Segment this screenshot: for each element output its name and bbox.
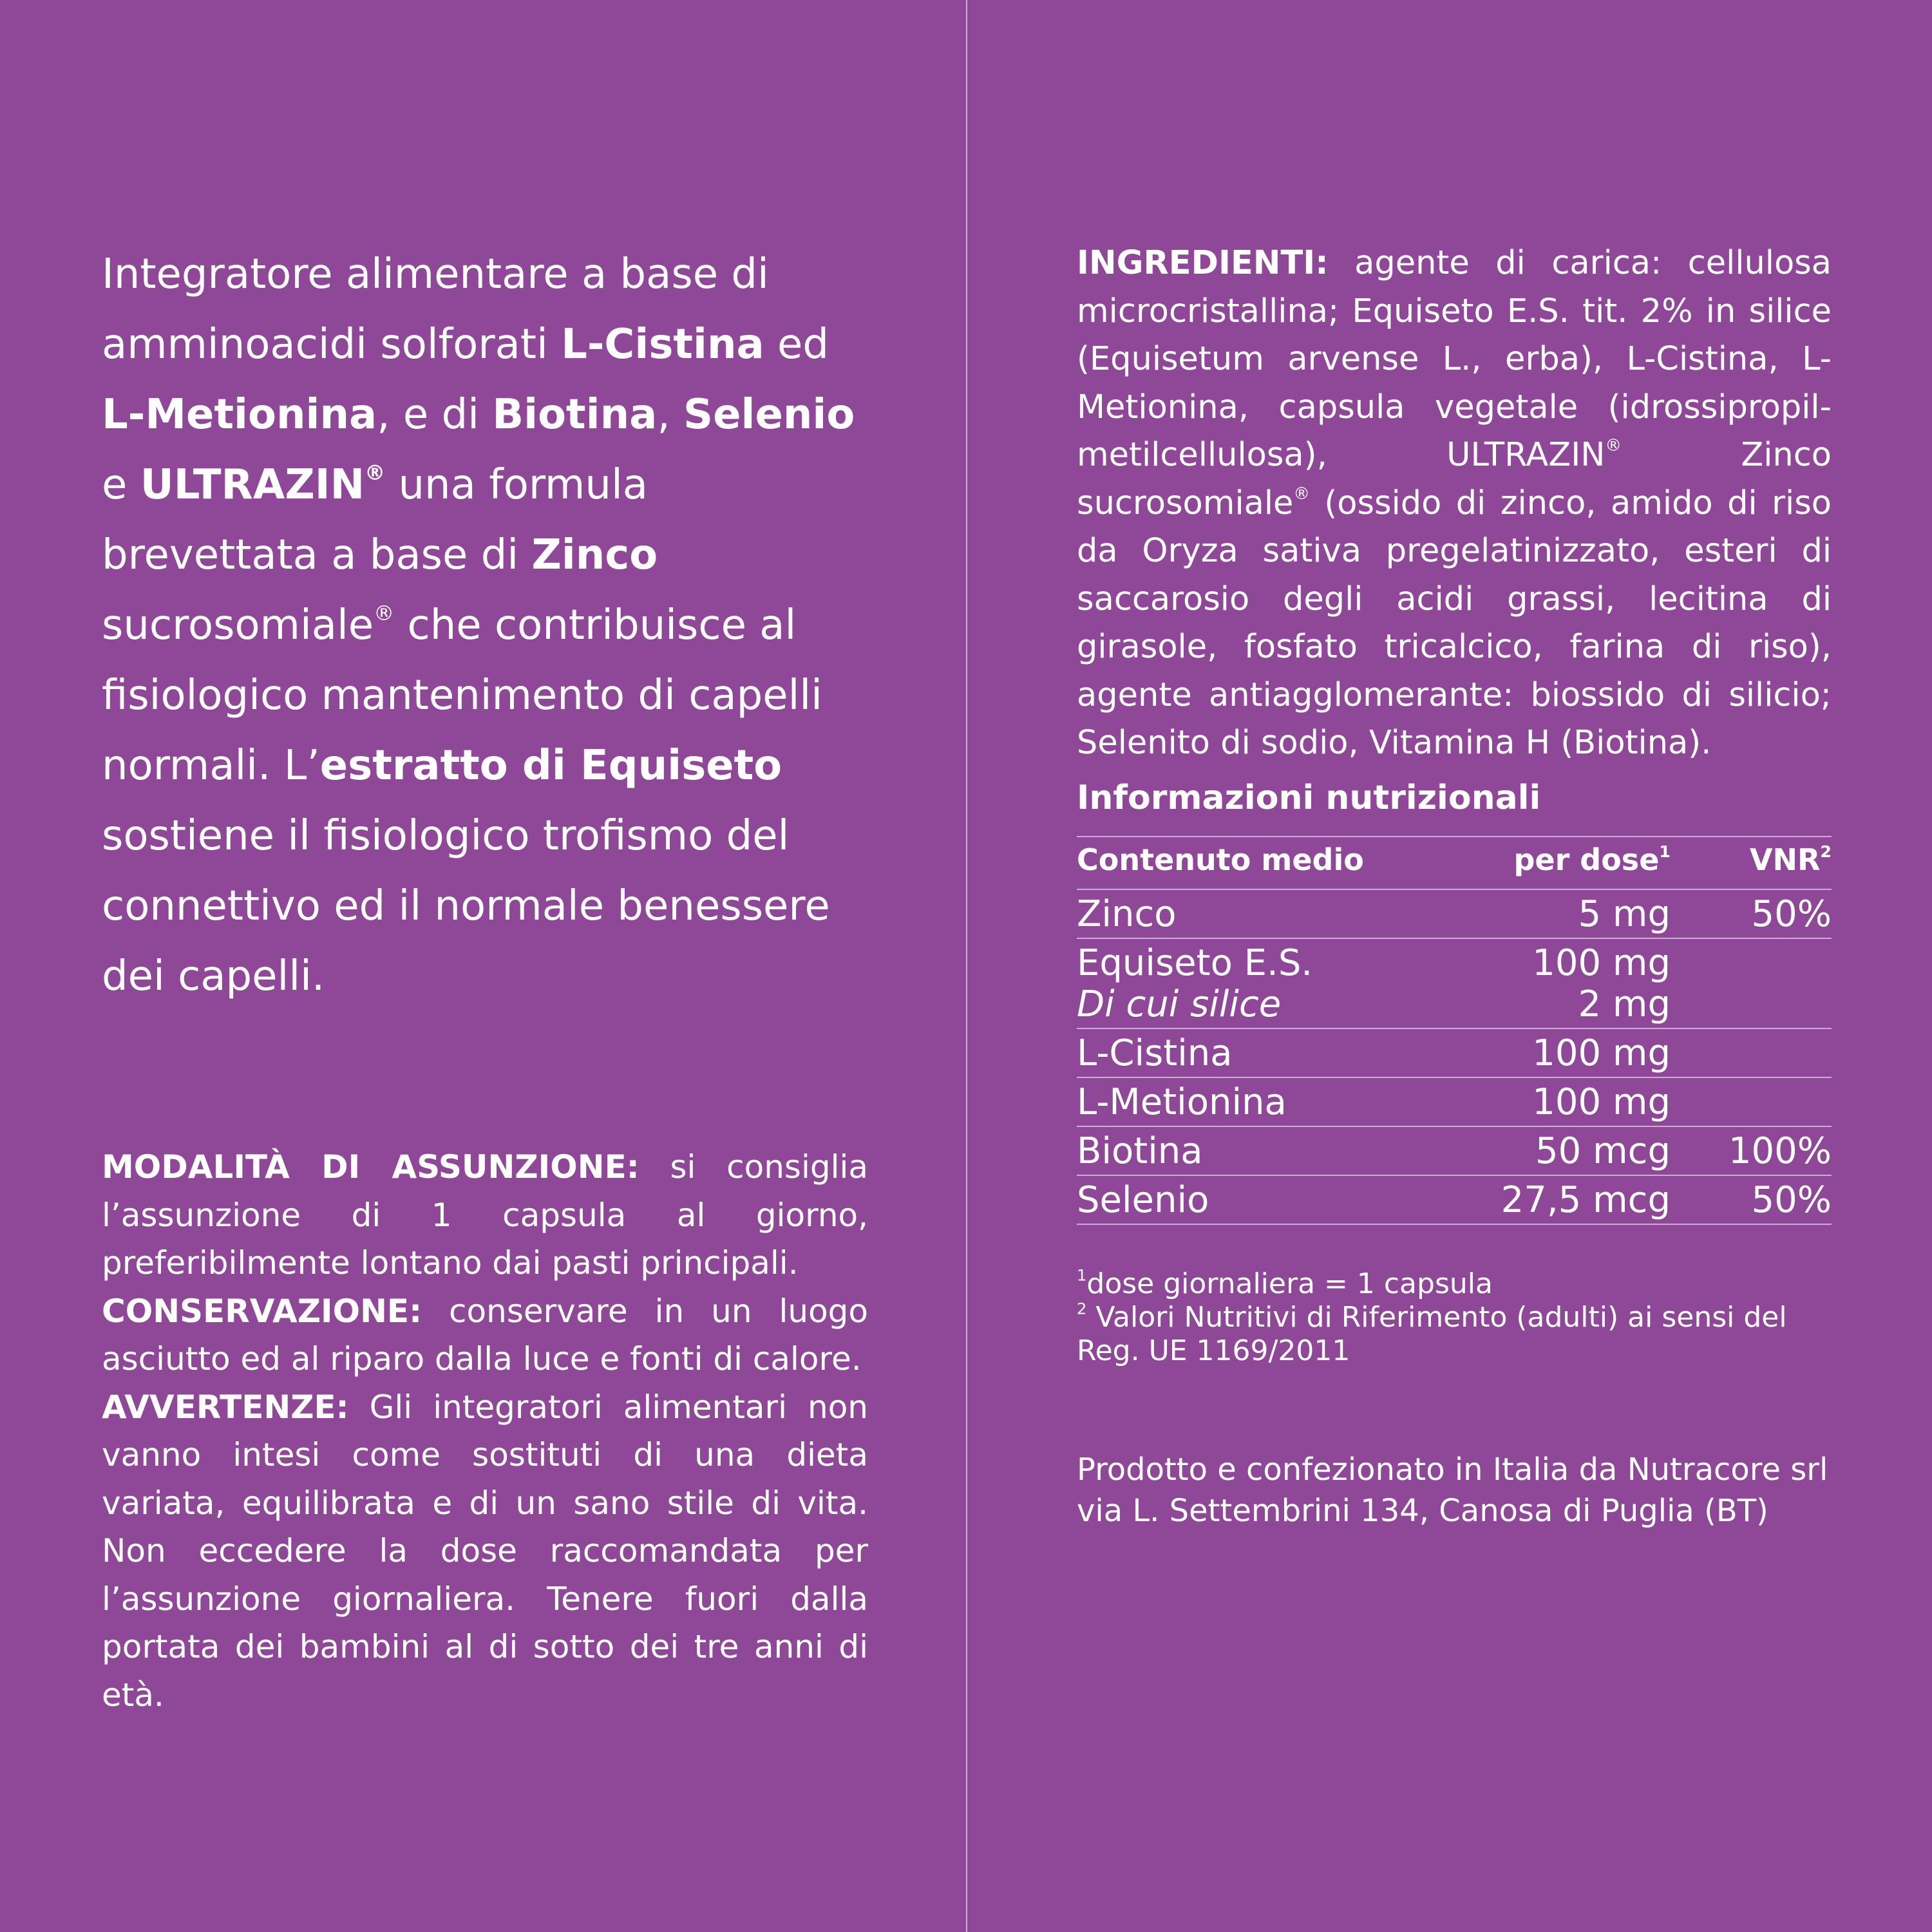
intro-text: ed [764,321,829,368]
nutrition-table [1077,836,1832,1225]
footnote-marker: 2 [1820,842,1832,861]
col-header-dose-label: per dose [1513,842,1660,877]
nutrient-name [1077,938,1477,1028]
nutrient-dose [1477,938,1671,1028]
ingredients [1077,240,1832,768]
producer-info [1077,1449,1832,1531]
table-row [1077,889,1832,938]
footnote-2 [1077,1301,1832,1368]
nutrient-name: L-Metionina [1077,1077,1477,1126]
ingredients-text: agente di carica: cellulosa microcristallina; Equiseto E.S. tit. 2% in silice (Equisetum arvense L., erba), L-Cistina, L-Metionina, capsula vegetale (idrossipropil-metilcellulosa), ULTRAZIN [1077,244,1832,474]
col-header-vnr-label: VNR [1749,842,1821,877]
intro-text: Integratore alimentare a base di amminoacidi solforati [102,251,769,368]
nutrient-dose-main: 100 mg [1532,942,1671,984]
intro-bold: L-Metionina [102,391,377,439]
intro-bold: Biotina [492,391,658,439]
nutrient-vnr [1671,1077,1832,1126]
nutrient-dose: 100 mg [1477,1077,1671,1126]
registered-mark: ® [1293,484,1310,504]
nutrient-dose: 50 mcg [1477,1126,1671,1175]
nutrient-vnr: 50% [1671,1175,1832,1224]
panel-divider [966,0,967,1932]
col-header-content: Contenuto medio [1077,837,1477,889]
product-description [102,240,868,1012]
warnings-text: Gli integratori alimentari non vanno intesi come sostituti di una dieta variata, equilibrata e di un sano stile di vita. Non eccedere la dose raccomandata per l’assunzione giornaliera. Tenere fuori dalla portata dei bambini al di sotto dei tre anni di età. [102,1388,868,1714]
warnings-label: AVVERTENZE: [102,1388,349,1426]
footnote-marker: 1 [1077,1266,1087,1285]
nutrient-name: Selenio [1077,1175,1477,1224]
col-header-dose [1477,837,1671,889]
intro-bold: Zinco [531,531,658,579]
table-row [1077,1077,1832,1126]
intro-bold: Selenio [683,391,855,439]
usage-mode [102,1143,868,1287]
footnote-1 [1077,1267,1832,1301]
nutrient-vnr [1671,938,1832,1028]
intro-text: , [657,391,683,439]
intro-text: che contribuisce al fisiologico mantenimento di capelli normali. L’ [102,601,822,790]
registered-mark: ® [365,460,386,486]
usage-mode-text: si consiglia l’assunzione di 1 capsula al giorno, preferibilmente lontano dai pasti principali. [102,1148,868,1282]
intro-bold: L-Cistina [561,321,764,368]
nutrient-name: Biotina [1077,1126,1477,1175]
intro-text: una formula brevettata a base di [102,461,648,579]
nutrient-name: Zinco [1077,889,1477,938]
producer-line: Prodotto e confezionato in Italia da Nutracore srl [1077,1452,1828,1488]
intro-bold: ULTRAZIN [140,461,365,509]
registered-mark: ® [1605,436,1622,456]
usage-instructions [102,1143,868,1719]
table-row [1077,1175,1832,1224]
nutrient-vnr [1671,1028,1832,1077]
storage-label: CONSERVAZIONE: [102,1292,422,1330]
warnings [102,1383,868,1719]
nutrient-dose: 5 mg [1477,889,1671,938]
nutrient-dose: 100 mg [1477,1028,1671,1077]
footnote-text: dose giornaliera = 1 capsula [1086,1267,1493,1300]
producer-address: via L. Settembrini 134, Canosa di Puglia (BT) [1077,1493,1768,1529]
intro-text: , e di [377,391,493,439]
table-footnotes [1077,1267,1832,1368]
ingredients-text: Zinco sucrosomiale [1077,436,1832,522]
usage-mode-label: MODALITÀ DI ASSUNZIONE: [102,1148,639,1186]
table-row [1077,1028,1832,1077]
footnote-text: Valori Nutritivi di Riferimento (adulti) ai sensi del Reg. UE 1169/2011 [1077,1301,1787,1367]
nutrition-title: Informazioni nutrizionali [1077,779,1541,817]
intro-bold: estratto di Equiseto [319,742,782,790]
intro-text: sostiene il fisiologico trofismo del connettivo ed il normale benessere dei capelli. [102,812,830,1000]
nutrient-subname: Di cui silice [1077,983,1282,1025]
nutrient-name: L-Cistina [1077,1028,1477,1077]
ingredients-text: (ossido di zinco, amido di riso da Oryza sativa pregelatinizzato, esteri di saccarosio degli acidi grassi, lecitina di girasole, fosfato tricalcico, farina di riso), agente antiagglomerante: biossido di silicio; Selenito di sodio, Vitamina H (Biotina). [1077,484,1832,762]
registered-mark: ® [374,601,395,626]
storage-text: conservare in un luogo asciutto ed al riparo dalla luce e fonti di calore. [102,1292,868,1378]
col-header-vnr [1671,837,1832,889]
table-header-row [1077,837,1832,889]
nutrient-vnr: 100% [1671,1126,1832,1175]
footnote-marker: 2 [1077,1300,1087,1318]
footnote-marker: 1 [1659,842,1671,861]
nutrient-vnr: 50% [1671,889,1832,938]
nutrient-dose: 27,5 mcg [1477,1175,1671,1224]
ingredients-label: INGREDIENTI: [1077,244,1329,282]
nutrient-subdose: 2 mg [1578,983,1671,1025]
table-row [1077,938,1832,1028]
table-row [1077,1126,1832,1175]
nutrient-name-main: Equiseto E.S. [1077,942,1313,984]
intro-text: e [102,461,140,509]
intro-text: sucrosomiale [102,601,374,649]
storage [102,1287,868,1383]
